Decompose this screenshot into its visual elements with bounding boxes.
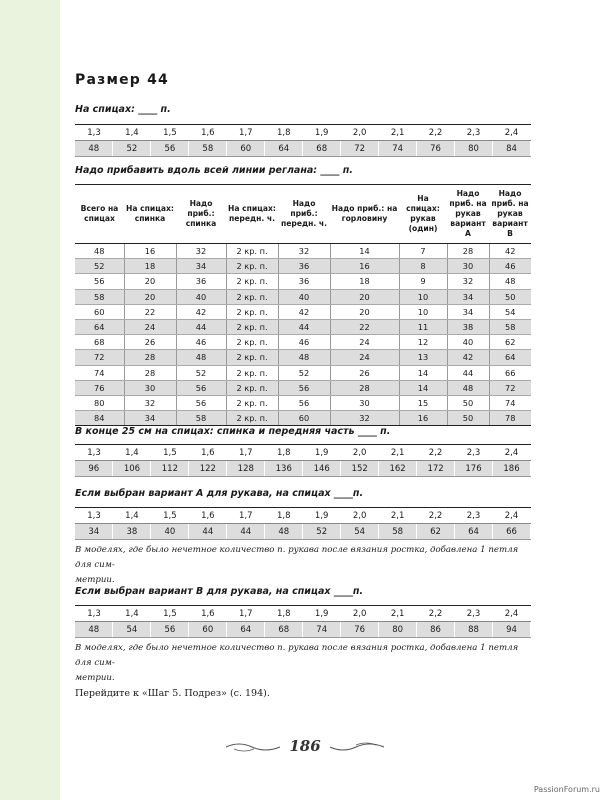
table-cell: 50 (489, 289, 531, 304)
raglan-table-body (75, 244, 531, 426)
table-cell: 28 (124, 365, 176, 380)
table-cell: 30 (330, 395, 399, 410)
table-cell: 16 (124, 244, 176, 259)
table-row (75, 259, 531, 274)
table-row (75, 395, 531, 410)
needle-size-cell: 2,3 (455, 125, 493, 141)
table-cell: 64 (75, 319, 124, 334)
table-cell: 34 (447, 289, 489, 304)
section1-heading: На спицах: ____ п. (75, 104, 171, 115)
needle-size-cell: 1,3 (75, 445, 113, 461)
needle-size-cell: 1,4 (113, 606, 151, 622)
stitch-count-cell: 68 (265, 622, 303, 638)
table-cell: 24 (330, 350, 399, 365)
needle-size-cell: 2,1 (379, 125, 417, 141)
table-cell: 2 кр. п. (226, 411, 278, 426)
table-cell: 84 (75, 411, 124, 426)
table-row (75, 304, 531, 319)
table-cell: 16 (330, 259, 399, 274)
table-cell: 22 (124, 304, 176, 319)
table-cell: 11 (399, 319, 447, 334)
needle-size-cell: 2,0 (341, 508, 379, 524)
table-cell: 22 (330, 319, 399, 334)
table-cell: 16 (399, 411, 447, 426)
table-cell: 36 (278, 259, 330, 274)
goto-next-step: Перейдите к «Шаг 5. Подрез» (с. 194). (75, 688, 270, 699)
table-cell: 56 (278, 380, 330, 395)
section5-heading: Если выбран вариант В для рукава, на спицах ____п. (75, 586, 363, 597)
table-row (75, 244, 531, 259)
table-cell: 78 (489, 411, 531, 426)
table-cell: 50 (447, 395, 489, 410)
stitch-count-cell: 186 (492, 461, 530, 477)
table-cell: 58 (176, 411, 226, 426)
stitch-count-cell: 66 (492, 524, 530, 540)
column-header: Надо приб.: передн. ч. (278, 185, 330, 244)
column-header: Надо приб.: спинка (176, 185, 226, 244)
table-cell: 2 кр. п. (226, 380, 278, 395)
column-header: Надо приб.: на горловину (330, 185, 399, 244)
needle-size-cell: 1,7 (227, 508, 265, 524)
stitch-count-cell: 48 (265, 524, 303, 540)
table-cell: 74 (75, 365, 124, 380)
table-cell: 68 (75, 335, 124, 350)
page-title: Размер 44 (75, 72, 169, 88)
note-line: В моделях, где было нечетное количество п. рукава после вязания ростка, добавлена 1 петля для сим- (75, 643, 519, 668)
table-cell: 14 (399, 380, 447, 395)
watermark: PassionForum.ru (533, 785, 600, 794)
needle-size-cell: 1,6 (189, 606, 227, 622)
table-cell: 32 (330, 411, 399, 426)
table-cell: 32 (447, 274, 489, 289)
table-cell: 44 (176, 319, 226, 334)
column-header: Надо приб. на рукав вариант А (447, 185, 489, 244)
left-ornament-icon (224, 740, 284, 754)
table-cell: 2 кр. п. (226, 350, 278, 365)
stitch-count-cell: 60 (189, 622, 227, 638)
table-cell: 46 (278, 335, 330, 350)
needle-size-cell: 1,7 (227, 445, 265, 461)
needle-size-cell: 2,0 (341, 125, 379, 141)
table-cell: 48 (176, 350, 226, 365)
stitch-count-cell: 52 (113, 141, 151, 157)
stitch-count-cell: 172 (417, 461, 455, 477)
table-cell: 36 (278, 274, 330, 289)
table-cell: 20 (124, 274, 176, 289)
table-cell: 60 (75, 304, 124, 319)
table-cell: 54 (489, 304, 531, 319)
table-cell: 80 (75, 395, 124, 410)
column-header: На спицах: рукав (один) (399, 185, 447, 244)
stitch-count-row (75, 141, 531, 157)
needle-size-cell: 2,4 (492, 125, 530, 141)
sleeve-variant-a-table (75, 507, 531, 540)
table-cell: 20 (330, 289, 399, 304)
table-cell: 2 кр. п. (226, 365, 278, 380)
needle-size-cell: 1,8 (265, 125, 303, 141)
needle-size-cell: 1,6 (189, 125, 227, 141)
stitch-count-cell: 40 (151, 524, 189, 540)
stitch-count-cell: 106 (113, 461, 151, 477)
variant-b-note (75, 641, 533, 686)
stitch-count-cell: 80 (379, 622, 417, 638)
table-cell: 14 (399, 365, 447, 380)
stitch-count-cell: 74 (379, 141, 417, 157)
table-cell: 2 кр. п. (226, 395, 278, 410)
right-ornament-icon (326, 740, 386, 754)
stitch-count-cell: 48 (75, 141, 113, 157)
table-cell: 46 (489, 259, 531, 274)
needle-size-cell: 2,1 (379, 508, 417, 524)
table-cell: 44 (278, 319, 330, 334)
table-cell: 48 (75, 244, 124, 259)
stitch-count-cell: 38 (113, 524, 151, 540)
needle-size-cell: 2,3 (455, 445, 493, 461)
needle-size-cell: 2,2 (417, 445, 455, 461)
table-cell: 66 (489, 365, 531, 380)
table-cell: 12 (399, 335, 447, 350)
table-cell: 74 (489, 395, 531, 410)
needle-size-row (75, 445, 531, 461)
stitch-count-cell: 54 (341, 524, 379, 540)
table-cell: 30 (124, 380, 176, 395)
needle-size-cell: 1,8 (265, 508, 303, 524)
table-cell: 38 (447, 319, 489, 334)
table-cell: 36 (176, 274, 226, 289)
page-margin-band (0, 0, 60, 800)
stitch-count-cell: 112 (151, 461, 189, 477)
needle-size-cell: 1,7 (227, 606, 265, 622)
stitch-count-cell: 72 (341, 141, 379, 157)
table-row (75, 411, 531, 426)
table-cell: 58 (489, 319, 531, 334)
note-line: В моделях, где было нечетное количество п. рукава после вязания ростка, добавлена 1 петля для сим- (75, 545, 519, 570)
table-cell: 28 (124, 350, 176, 365)
table-cell: 2 кр. п. (226, 335, 278, 350)
table-cell: 10 (399, 304, 447, 319)
table-cell: 48 (489, 274, 531, 289)
needle-size-cell: 2,4 (492, 606, 530, 622)
needle-size-cell: 1,9 (303, 125, 341, 141)
table-cell: 26 (124, 335, 176, 350)
stitch-count-cell: 162 (379, 461, 417, 477)
table-row (75, 350, 531, 365)
needle-size-cell: 2,2 (417, 125, 455, 141)
stitch-count-cell: 44 (227, 524, 265, 540)
stitch-count-cell: 176 (455, 461, 493, 477)
table-cell: 34 (447, 304, 489, 319)
table-cell: 7 (399, 244, 447, 259)
variant-a-note (75, 543, 533, 588)
stitch-count-cell: 122 (189, 461, 227, 477)
note-line: метрии. (75, 575, 115, 585)
needle-size-cell: 1,3 (75, 606, 113, 622)
needle-size-cell: 1,5 (151, 445, 189, 461)
stitch-count-cell: 68 (303, 141, 341, 157)
table-cell: 48 (447, 380, 489, 395)
needle-size-cell: 2,0 (341, 606, 379, 622)
table-cell: 2 кр. п. (226, 289, 278, 304)
table-cell: 32 (176, 244, 226, 259)
table-cell: 62 (489, 335, 531, 350)
stitch-count-row (75, 524, 531, 540)
table-cell: 64 (489, 350, 531, 365)
section2-heading: Надо прибавить вдоль всей линии реглана: ____ п. (75, 165, 353, 176)
table-cell: 15 (399, 395, 447, 410)
stitch-count-cell: 56 (151, 141, 189, 157)
stitch-count-cell: 76 (341, 622, 379, 638)
table-cell: 32 (278, 244, 330, 259)
table-cell: 18 (124, 259, 176, 274)
table-cell: 8 (399, 259, 447, 274)
table-cell: 56 (75, 274, 124, 289)
needle-size-cell: 1,9 (303, 445, 341, 461)
table-cell: 34 (176, 259, 226, 274)
table-cell: 32 (124, 395, 176, 410)
needle-size-cell: 2,0 (341, 445, 379, 461)
table-cell: 50 (447, 411, 489, 426)
stitch-count-cell: 58 (379, 524, 417, 540)
table-row (75, 335, 531, 350)
table-row (75, 289, 531, 304)
table-cell: 20 (124, 289, 176, 304)
table-cell: 56 (176, 380, 226, 395)
table-cell: 2 кр. п. (226, 259, 278, 274)
needle-size-cell: 2,4 (492, 508, 530, 524)
table-cell: 40 (447, 335, 489, 350)
stitch-count-cell: 88 (455, 622, 493, 638)
stitch-count-cell: 56 (151, 622, 189, 638)
stitch-count-row (75, 622, 531, 638)
table-cell: 56 (278, 395, 330, 410)
column-header: На спицах: передн. ч. (226, 185, 278, 244)
stitch-count-cell: 58 (189, 141, 227, 157)
needle-size-cell: 1,9 (303, 508, 341, 524)
needle-size-cell: 1,4 (113, 508, 151, 524)
table-cell: 10 (399, 289, 447, 304)
table-cell: 42 (278, 304, 330, 319)
table-cell: 26 (330, 365, 399, 380)
stitch-count-cell: 94 (492, 622, 530, 638)
table-cell: 20 (330, 304, 399, 319)
stitch-count-cell: 80 (455, 141, 493, 157)
raglan-increase-table (75, 184, 531, 426)
table-cell: 52 (176, 365, 226, 380)
stitch-count-cell: 64 (265, 141, 303, 157)
table-cell: 42 (489, 244, 531, 259)
stitch-count-cell: 76 (417, 141, 455, 157)
table-cell: 56 (176, 395, 226, 410)
raglan-table-header (75, 185, 531, 244)
table-cell: 58 (75, 289, 124, 304)
table-cell: 48 (278, 350, 330, 365)
table-cell: 46 (176, 335, 226, 350)
table-cell: 28 (447, 244, 489, 259)
stitch-count-cell: 136 (265, 461, 303, 477)
needle-size-cell: 1,9 (303, 606, 341, 622)
needle-size-cell: 1,4 (113, 445, 151, 461)
table-cell: 52 (75, 259, 124, 274)
column-header: Надо приб. на рукав вариант В (489, 185, 531, 244)
needle-size-cell: 1,6 (189, 508, 227, 524)
needle-size-row (75, 606, 531, 622)
stitch-count-cell: 64 (455, 524, 493, 540)
needle-size-cell: 1,5 (151, 606, 189, 622)
stitch-count-cell: 34 (75, 524, 113, 540)
table-cell: 28 (330, 380, 399, 395)
table-cell: 13 (399, 350, 447, 365)
table-cell: 2 кр. п. (226, 274, 278, 289)
table-cell: 40 (176, 289, 226, 304)
table-cell: 76 (75, 380, 124, 395)
column-header: На спицах: спинка (124, 185, 176, 244)
stitch-count-cell: 96 (75, 461, 113, 477)
stitch-count-cell: 84 (492, 141, 530, 157)
stitch-count-cell: 48 (75, 622, 113, 638)
needle-size-cell: 2,3 (455, 508, 493, 524)
needle-size-cell: 1,5 (151, 125, 189, 141)
needle-size-cell: 1,4 (113, 125, 151, 141)
table-cell: 24 (124, 319, 176, 334)
table-row (75, 365, 531, 380)
stitch-count-cell: 44 (189, 524, 227, 540)
table-cell: 14 (330, 244, 399, 259)
section4-heading: Если выбран вариант А для рукава, на спицах ____п. (75, 488, 364, 499)
stitch-count-cell: 74 (303, 622, 341, 638)
column-header: Всего на спицах (75, 185, 124, 244)
needle-size-cell: 2,1 (379, 606, 417, 622)
needle-size-cell: 1,6 (189, 445, 227, 461)
needle-size-cell: 1,3 (75, 125, 113, 141)
stitch-count-cell: 60 (227, 141, 265, 157)
table-cell: 24 (330, 335, 399, 350)
table-cell: 2 кр. п. (226, 319, 278, 334)
table-row (75, 380, 531, 395)
stitch-count-cell: 128 (227, 461, 265, 477)
needle-size-cell: 2,3 (455, 606, 493, 622)
table-cell: 72 (489, 380, 531, 395)
page-number: 186 (289, 737, 321, 755)
stitch-count-cell: 52 (303, 524, 341, 540)
table-cell: 44 (447, 365, 489, 380)
section3-heading: В конце 25 см на спицах: спинка и передняя часть ____ п. (75, 426, 391, 437)
needle-size-cell: 1,5 (151, 508, 189, 524)
table-row (75, 274, 531, 289)
table-cell: 42 (176, 304, 226, 319)
stitch-count-cell: 86 (417, 622, 455, 638)
table-cell: 72 (75, 350, 124, 365)
table-cell: 18 (330, 274, 399, 289)
table-cell: 34 (124, 411, 176, 426)
table-cell: 2 кр. п. (226, 304, 278, 319)
needle-size-cell: 2,4 (492, 445, 530, 461)
table-cell: 30 (447, 259, 489, 274)
needles-table (75, 124, 531, 157)
needle-size-cell: 2,1 (379, 445, 417, 461)
stitch-count-cell: 152 (341, 461, 379, 477)
table-row (75, 319, 531, 334)
table-cell: 2 кр. п. (226, 244, 278, 259)
after-25cm-table (75, 444, 531, 477)
needle-size-cell: 1,7 (227, 125, 265, 141)
stitch-count-cell: 62 (417, 524, 455, 540)
note-line: метрии. (75, 673, 115, 683)
needle-size-cell: 2,2 (417, 508, 455, 524)
needle-size-cell: 2,2 (417, 606, 455, 622)
needle-size-row (75, 125, 531, 141)
table-cell: 60 (278, 411, 330, 426)
needle-size-cell: 1,3 (75, 508, 113, 524)
needle-size-row (75, 508, 531, 524)
stitch-count-cell: 54 (113, 622, 151, 638)
table-cell: 52 (278, 365, 330, 380)
stitch-count-cell: 146 (303, 461, 341, 477)
needle-size-cell: 1,8 (265, 606, 303, 622)
stitch-count-cell: 64 (227, 622, 265, 638)
sleeve-variant-b-table (75, 605, 531, 638)
needle-size-cell: 1,8 (265, 445, 303, 461)
page-footer (0, 736, 610, 755)
table-cell: 42 (447, 350, 489, 365)
stitch-count-row (75, 461, 531, 477)
table-cell: 9 (399, 274, 447, 289)
table-cell: 40 (278, 289, 330, 304)
